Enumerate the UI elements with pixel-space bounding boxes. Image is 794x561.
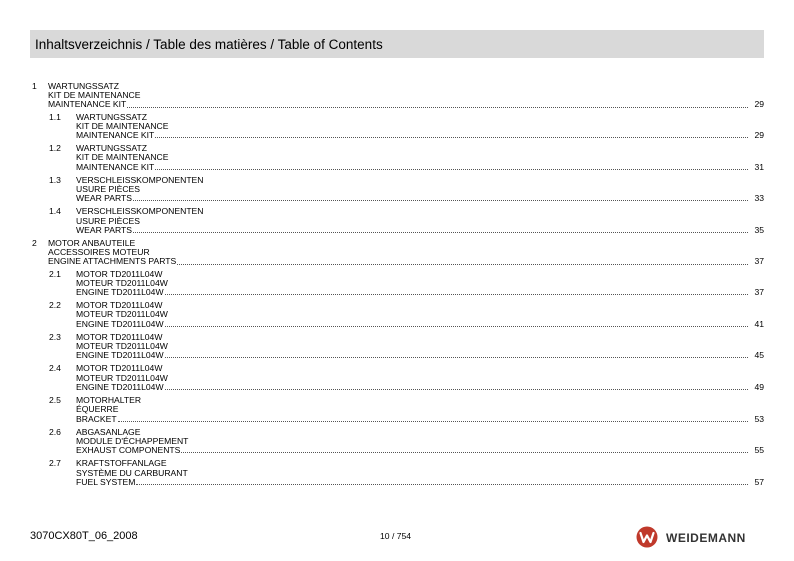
toc-entry-title-line: MOTOR ANBAUTEILE — [48, 238, 136, 249]
toc-entry-number: 1.1 — [49, 111, 61, 122]
toc-entry-title-line: WARTUNGSSATZ — [76, 111, 147, 122]
toc-entry[interactable] — [30, 396, 770, 424]
toc-entry-title-line: EXHAUST COMPONENTS — [76, 445, 181, 456]
toc-entry[interactable] — [30, 301, 770, 329]
toc-entry-page-number: 29 — [754, 130, 764, 141]
dot-leader — [181, 451, 748, 453]
toc-entry[interactable] — [30, 333, 770, 361]
toc-entry[interactable] — [30, 144, 770, 172]
toc-entry-title-line: ENGINE ATTACHMENTS PARTS — [48, 256, 177, 267]
toc-entry-title-line: MOTOR TD2011L04W — [76, 268, 163, 279]
dot-leader — [165, 356, 748, 358]
weidemann-logo-icon — [636, 526, 658, 548]
toc-entry-page-number: 31 — [754, 161, 764, 172]
toc-entry-title-line: BRACKET — [76, 413, 117, 424]
dot-leader — [118, 420, 748, 422]
toc-entry-title-line: MOTEUR TD2011L04W — [76, 309, 168, 320]
toc-entry[interactable] — [30, 82, 770, 110]
dot-leader — [127, 106, 748, 108]
toc-entry-page-number: 37 — [754, 256, 764, 267]
toc-entry-number: 2.6 — [49, 426, 61, 437]
toc-entry-title-line: KIT DE MAINTENANCE — [76, 152, 169, 163]
page-title: Inhaltsverzeichnis / Table des matières / Table of Contents — [35, 37, 383, 52]
toc-entry-title-line: USURE PIÈCES — [76, 184, 140, 195]
dot-leader — [165, 388, 748, 390]
toc-entry-page-number: 55 — [754, 445, 764, 456]
toc-entry[interactable] — [30, 176, 770, 204]
toc-entry[interactable] — [30, 459, 770, 487]
toc-entry-number: 2.2 — [49, 300, 61, 311]
toc-entry-title-line: KIT DE MAINTENANCE — [76, 120, 169, 131]
dot-leader — [133, 199, 748, 201]
toc-entry-title-line: MODULE D'ÉCHAPPEMENT — [76, 435, 189, 446]
toc-entry-title-line: MOTEUR TD2011L04W — [76, 372, 168, 383]
toc-entry-title-line: KRAFTSTOFFANLAGE — [76, 458, 167, 469]
toc-entry-page-number: 37 — [754, 287, 764, 298]
toc-entry[interactable] — [30, 270, 770, 298]
toc-entry-title-line: ACCESSOIRES MOTEUR — [48, 247, 150, 258]
toc-entry-title-line: MOTEUR TD2011L04W — [76, 277, 168, 288]
toc-entry-title-line: MOTOR TD2011L04W — [76, 363, 163, 374]
toc-entry-title-line: MAINTENANCE KIT — [76, 130, 155, 141]
toc-entry-page-number: 33 — [754, 193, 764, 204]
toc-entry-number: 2.4 — [49, 363, 61, 374]
dot-leader — [177, 263, 748, 265]
toc-entry-title-line: ENGINE TD2011L04W — [76, 318, 164, 329]
header-bar — [30, 30, 764, 58]
toc-entry-title-line: FUEL SYSTEM — [76, 476, 136, 487]
toc-entry-title-line: MOTOR TD2011L04W — [76, 300, 163, 311]
page-indicator: 10 / 754 — [380, 531, 412, 541]
toc-entry-title-line: WARTUNGSSATZ — [76, 143, 147, 154]
toc-entry-page-number: 35 — [754, 224, 764, 235]
table-of-contents — [30, 82, 770, 491]
toc-entry-page-number: 45 — [754, 350, 764, 361]
dot-leader — [165, 293, 748, 295]
toc-entry-title-line: ENGINE TD2011L04W — [76, 287, 164, 298]
toc-entry-title-line: MOTOR TD2011L04W — [76, 331, 163, 342]
toc-entry-number: 2.1 — [49, 268, 61, 279]
toc-entry[interactable] — [30, 428, 770, 456]
toc-entry-number: 2.5 — [49, 395, 61, 406]
dot-leader — [136, 483, 748, 485]
toc-entry-title-line: MOTEUR TD2011L04W — [76, 341, 168, 352]
toc-entry-page-number: 53 — [754, 413, 764, 424]
toc-entry-title-line: SYSTÈME DU CARBURANT — [76, 467, 188, 478]
toc-entry-number: 1.2 — [49, 143, 61, 154]
logo-text: WEIDEMANN — [666, 531, 746, 545]
toc-entry-page-number: 57 — [754, 476, 764, 487]
toc-entry-number: 1 — [32, 81, 37, 91]
toc-entry-number: 1.4 — [49, 206, 61, 217]
toc-entry[interactable] — [30, 239, 770, 267]
toc-entry[interactable] — [30, 364, 770, 392]
toc-entry-title-line: MAINTENANCE KIT — [48, 99, 127, 110]
toc-entry-page-number: 49 — [754, 381, 764, 392]
toc-entry-title-line: KIT DE MAINTENANCE — [48, 90, 141, 101]
toc-entry-title-line: WARTUNGSSATZ — [48, 81, 119, 91]
toc-entry-number: 2.7 — [49, 458, 61, 469]
weidemann-logo — [636, 526, 764, 548]
dot-leader — [133, 231, 748, 233]
toc-entry-title-line: MAINTENANCE KIT — [76, 161, 155, 172]
toc-entry-page-number: 29 — [754, 99, 764, 110]
toc-entry-title-line: MOTORHALTER — [76, 395, 142, 406]
toc-entry-number: 2 — [32, 238, 37, 249]
document-code: 3070CX80T_06_2008 — [30, 530, 138, 542]
toc-entry-title-line: WEAR PARTS — [76, 193, 133, 204]
toc-entry-title-line: ABGASANLAGE — [76, 426, 141, 437]
dot-leader — [165, 325, 748, 327]
dot-leader — [155, 168, 748, 170]
toc-entry-number: 2.3 — [49, 331, 61, 342]
toc-entry-title-line: WEAR PARTS — [76, 224, 133, 235]
toc-entry-page-number: 41 — [754, 318, 764, 329]
toc-entry-title-line: VERSCHLEISSKOMPONENTEN — [76, 174, 204, 185]
toc-entry-title-line: ÉQUERRE — [76, 404, 119, 415]
toc-entry-number: 1.3 — [49, 174, 61, 185]
toc-entry[interactable] — [30, 113, 770, 141]
toc-entry-title-line: VERSCHLEISSKOMPONENTEN — [76, 206, 204, 217]
toc-entry[interactable] — [30, 207, 770, 235]
toc-entry-title-line: ENGINE TD2011L04W — [76, 350, 164, 361]
toc-entry-title-line: USURE PIÈCES — [76, 215, 140, 226]
dot-leader — [155, 136, 748, 138]
toc-entry-title-line: ENGINE TD2011L04W — [76, 381, 164, 392]
